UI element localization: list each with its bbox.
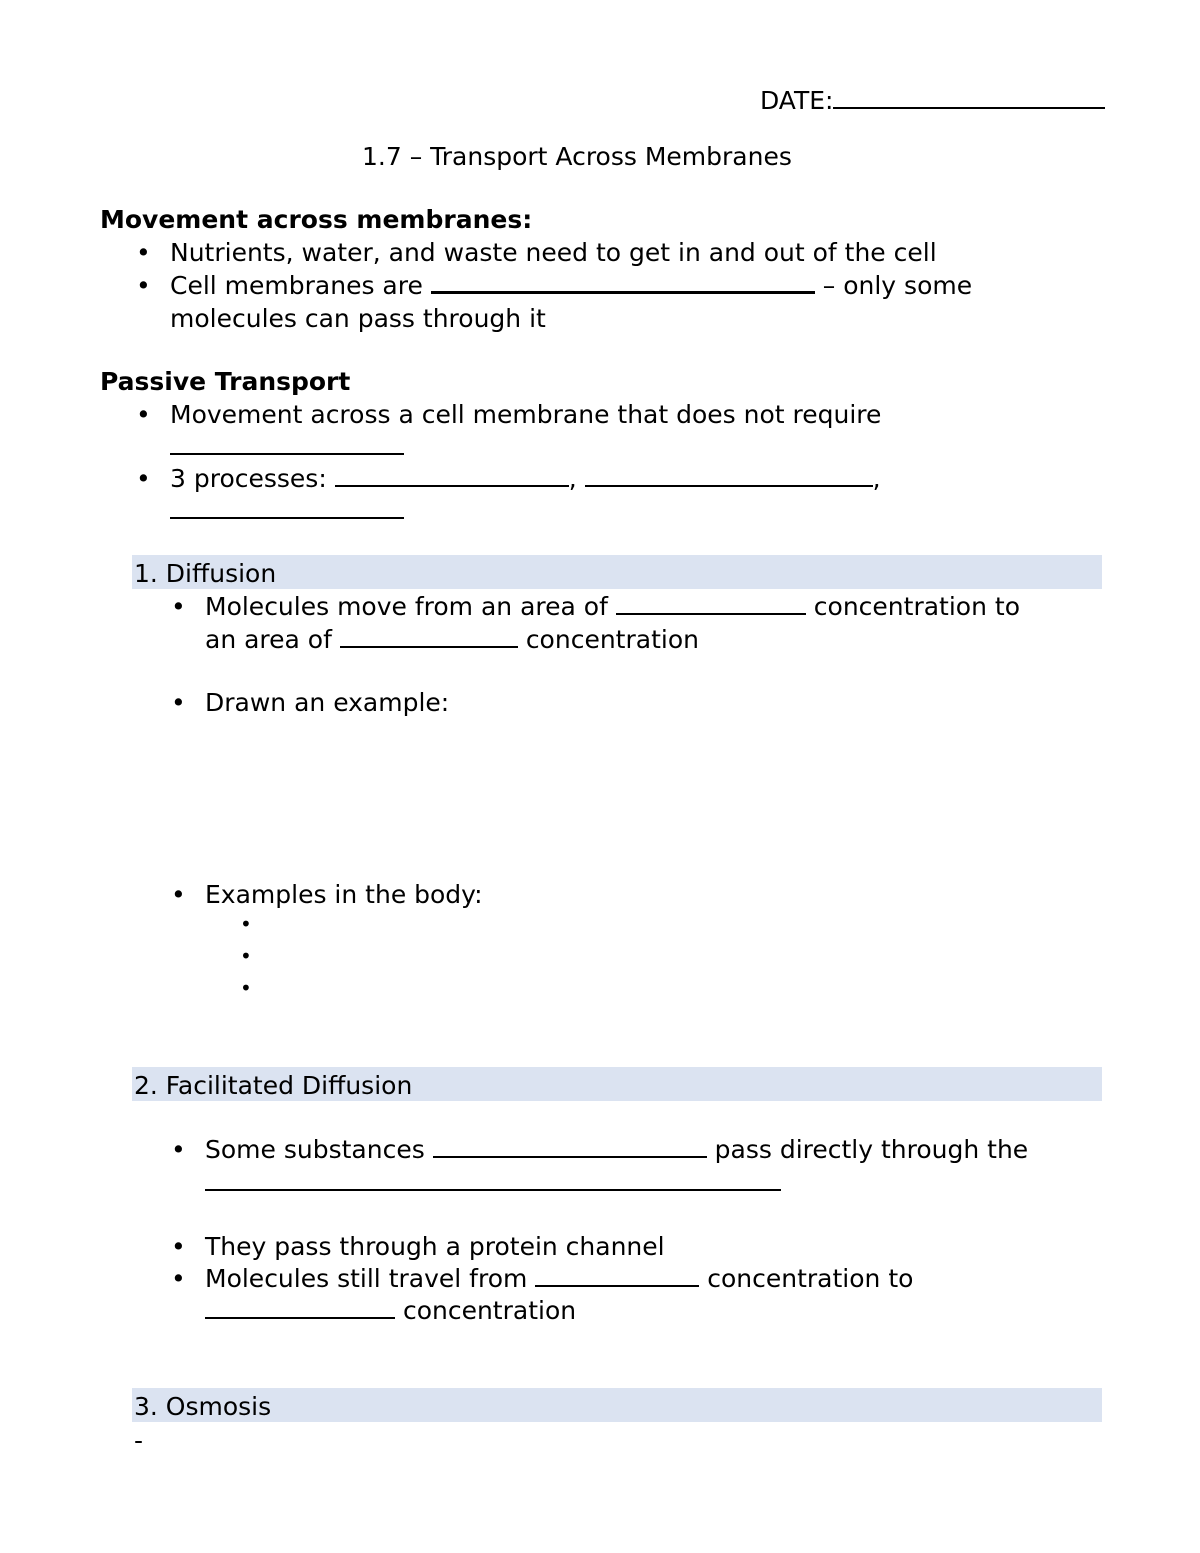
text-segment: 3 processes: <box>170 464 327 493</box>
text-segment: – only some <box>822 271 973 300</box>
blank-low-2[interactable] <box>205 1317 395 1319</box>
facilitated-bullet-1 <box>205 1137 1028 1162</box>
facilitated-heading: 2. Facilitated Diffusion <box>134 1071 413 1100</box>
text-segment: pass directly through the <box>714 1135 1029 1164</box>
blank-high-2[interactable] <box>535 1285 699 1287</box>
osmosis-heading: 3. Osmosis <box>134 1392 272 1421</box>
blank-process-3[interactable] <box>170 517 404 519</box>
sub-bullet-icon: • <box>240 912 252 936</box>
text-segment: Molecules move from an area of <box>205 592 608 621</box>
diffusion-bullet-1-cont <box>205 627 699 652</box>
blank-low[interactable] <box>340 646 518 648</box>
passive-blank-line <box>170 434 404 459</box>
bullet-icon: • <box>136 271 151 300</box>
bullet-icon: • <box>136 238 151 267</box>
page-title: 1.7 – Transport Across Membranes <box>362 142 792 171</box>
blank-process-2[interactable] <box>585 485 873 487</box>
osmosis-dash: - <box>134 1426 144 1455</box>
bullet-icon: • <box>171 1232 186 1261</box>
sub-bullet-icon: • <box>240 944 252 968</box>
facilitated-bullet-2: They pass through a protein channel <box>205 1232 665 1261</box>
facilitated-bullet-3-cont <box>205 1298 576 1323</box>
facilitated-bullet-3 <box>205 1266 913 1291</box>
blank-cannot[interactable] <box>433 1156 707 1158</box>
passive-bullet-1: Movement across a cell membrane that does not require <box>170 400 882 429</box>
date-blank[interactable] <box>833 107 1105 109</box>
text-segment: concentration to <box>813 592 1020 621</box>
text-segment: Molecules still travel from <box>205 1264 528 1293</box>
facilitated-blank-line <box>205 1170 781 1195</box>
movement-bullet-1: Nutrients, water, and waste need to get in and out of the cell <box>170 238 937 267</box>
movement-bullet-2 <box>170 273 972 298</box>
bullet-icon: • <box>171 688 186 717</box>
blank-process-1[interactable] <box>335 485 569 487</box>
section-highlight <box>132 1388 1102 1422</box>
date-line <box>760 88 1105 113</box>
diffusion-bullet-2: Drawn an example: <box>205 688 450 717</box>
passive-heading: Passive Transport <box>100 367 351 396</box>
passive-blank-line-2 <box>170 498 404 523</box>
bullet-icon: • <box>171 592 186 621</box>
diffusion-bullet-1 <box>205 594 1020 619</box>
text-segment: Some substances <box>205 1135 425 1164</box>
diffusion-heading: 1. Diffusion <box>134 559 277 588</box>
blank-membrane[interactable] <box>205 1189 781 1191</box>
blank-energy[interactable] <box>170 453 404 455</box>
bullet-icon: • <box>136 464 151 493</box>
text-segment: concentration to <box>707 1264 914 1293</box>
date-label: DATE: <box>760 86 834 115</box>
blank-high[interactable] <box>616 613 806 615</box>
bullet-icon: • <box>136 400 151 429</box>
bullet-icon: • <box>171 880 186 909</box>
text-segment: an area of <box>205 625 332 654</box>
bullet-icon: • <box>171 1135 186 1164</box>
sub-bullet-icon: • <box>240 976 252 1000</box>
bullet-icon: • <box>171 1264 186 1293</box>
diffusion-bullet-3: Examples in the body: <box>205 880 483 909</box>
text-segment: Cell membranes are <box>170 271 423 300</box>
text-segment: concentration <box>402 1296 577 1325</box>
movement-heading: Movement across membranes: <box>100 205 533 234</box>
text-segment: concentration <box>525 625 699 654</box>
passive-bullet-2: 3 processes: , , <box>170 464 881 493</box>
blank-permeable[interactable] <box>431 291 815 294</box>
section-highlight <box>132 555 1102 589</box>
movement-bullet-2-cont: molecules can pass through it <box>170 304 546 333</box>
